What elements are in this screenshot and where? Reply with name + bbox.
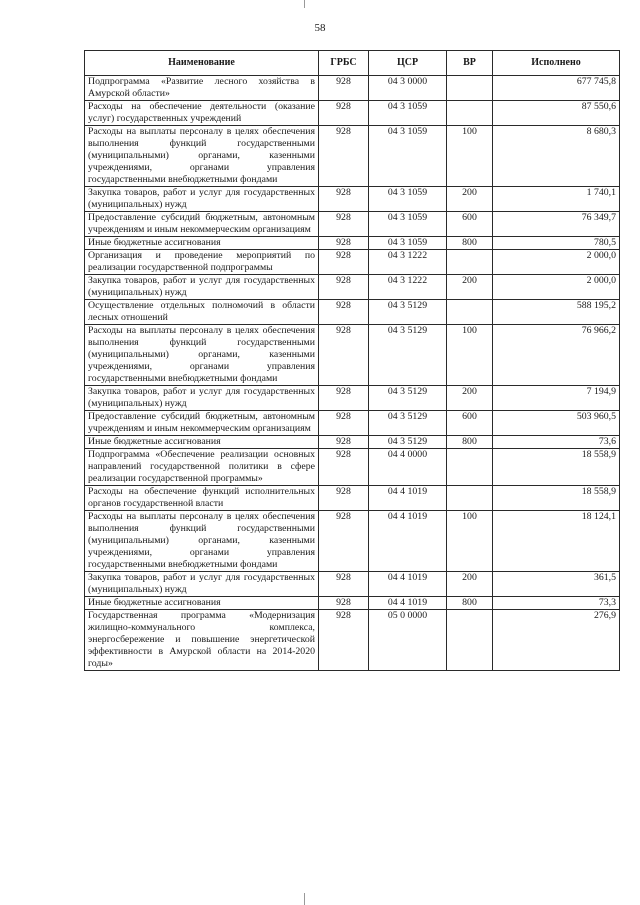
cell-done: 18 124,1 <box>493 511 620 572</box>
table-row <box>85 436 620 449</box>
cell-name: Расходы на выплаты персоналу в целях обеспечения выполнения функций государственными (муниципальными) органами, казенными учреждениями, органами управления государственными внебюджетными фондами <box>85 511 319 572</box>
cell-csr: 04 4 1019 <box>369 597 447 610</box>
cell-vr: 200 <box>447 572 493 597</box>
cell-vr: 800 <box>447 597 493 610</box>
cell-csr: 04 3 1059 <box>369 126 447 187</box>
cell-done: 18 558,9 <box>493 486 620 511</box>
page-number: 58 <box>314 22 326 34</box>
cell-csr: 04 3 1059 <box>369 237 447 250</box>
table-row <box>85 76 620 101</box>
cell-csr: 04 4 1019 <box>369 511 447 572</box>
cell-name: Осуществление отдельных полномочий в области лесных отношений <box>85 300 319 325</box>
cell-done: 276,9 <box>493 610 620 671</box>
cell-vr: 800 <box>447 436 493 449</box>
cell-vr <box>447 101 493 126</box>
cell-grbs: 928 <box>319 126 369 187</box>
table-header-row <box>85 51 620 76</box>
cell-done: 87 550,6 <box>493 101 620 126</box>
cell-name: Закупка товаров, работ и услуг для государственных (муниципальных) нужд <box>85 275 319 300</box>
cell-vr <box>447 76 493 101</box>
cell-vr: 100 <box>447 325 493 386</box>
cell-csr: 04 3 5129 <box>369 411 447 436</box>
scan-edge-mark-bottom <box>304 893 305 905</box>
cell-name: Подпрограмма «Обеспечение реализации основных направлений государственной политики в сфере реализации государственной программы» <box>85 449 319 486</box>
table-row <box>85 449 620 486</box>
cell-csr: 05 0 0000 <box>369 610 447 671</box>
cell-vr: 800 <box>447 237 493 250</box>
cell-done: 2 000,0 <box>493 275 620 300</box>
cell-grbs: 928 <box>319 486 369 511</box>
cell-vr <box>447 449 493 486</box>
cell-grbs: 928 <box>319 237 369 250</box>
budget-table <box>84 50 620 671</box>
cell-name: Иные бюджетные ассигнования <box>85 237 319 250</box>
cell-vr: 100 <box>447 126 493 187</box>
cell-grbs: 928 <box>319 101 369 126</box>
cell-done: 7 194,9 <box>493 386 620 411</box>
cell-csr: 04 3 1059 <box>369 101 447 126</box>
cell-grbs: 928 <box>319 597 369 610</box>
table-row <box>85 250 620 275</box>
cell-name: Расходы на обеспечение деятельности (оказание услуг) государственных учреждений <box>85 101 319 126</box>
cell-grbs: 928 <box>319 187 369 212</box>
table-row <box>85 610 620 671</box>
cell-grbs: 928 <box>319 212 369 237</box>
cell-grbs: 928 <box>319 511 369 572</box>
cell-csr: 04 3 1222 <box>369 250 447 275</box>
header-grbs: ГРБС <box>319 51 369 76</box>
cell-name: Расходы на выплаты персоналу в целях обеспечения выполнения функций государственными (муниципальными) органами, казенными учреждениями, органами управления государственными внебюджетными фондами <box>85 126 319 187</box>
cell-vr: 200 <box>447 275 493 300</box>
cell-done: 8 680,3 <box>493 126 620 187</box>
cell-name: Закупка товаров, работ и услуг для государственных (муниципальных) нужд <box>85 572 319 597</box>
cell-done: 1 740,1 <box>493 187 620 212</box>
cell-done: 73,3 <box>493 597 620 610</box>
cell-name: Государственная программа «Модернизация жилищно-коммунального комплекса, энергосбережение и повышение энергетической эффективности в Амурской области на 2014-2020 годы» <box>85 610 319 671</box>
table-row <box>85 237 620 250</box>
cell-done: 677 745,8 <box>493 76 620 101</box>
table-row <box>85 411 620 436</box>
table-row <box>85 597 620 610</box>
cell-csr: 04 3 5129 <box>369 325 447 386</box>
cell-csr: 04 3 0000 <box>369 76 447 101</box>
cell-grbs: 928 <box>319 76 369 101</box>
cell-done: 588 195,2 <box>493 300 620 325</box>
cell-done: 73,6 <box>493 436 620 449</box>
cell-done: 2 000,0 <box>493 250 620 275</box>
table-row <box>85 486 620 511</box>
cell-csr: 04 3 1059 <box>369 187 447 212</box>
cell-name: Расходы на выплаты персоналу в целях обеспечения выполнения функций государственными (муниципальными) органами, казенными учреждениями, органами управления государственными внебюджетными фондами <box>85 325 319 386</box>
cell-name: Иные бюджетные ассигнования <box>85 597 319 610</box>
cell-vr: 200 <box>447 386 493 411</box>
table-row <box>85 275 620 300</box>
cell-csr: 04 3 5129 <box>369 436 447 449</box>
cell-grbs: 928 <box>319 250 369 275</box>
header-vr: ВР <box>447 51 493 76</box>
cell-csr: 04 3 5129 <box>369 300 447 325</box>
table-row <box>85 300 620 325</box>
cell-grbs: 928 <box>319 325 369 386</box>
cell-name: Предоставление субсидий бюджетным, автономным учреждениям и иным некоммерческим организациям <box>85 411 319 436</box>
table-row <box>85 511 620 572</box>
cell-grbs: 928 <box>319 449 369 486</box>
cell-done: 361,5 <box>493 572 620 597</box>
cell-vr: 600 <box>447 212 493 237</box>
cell-vr: 600 <box>447 411 493 436</box>
cell-grbs: 928 <box>319 275 369 300</box>
cell-name: Иные бюджетные ассигнования <box>85 436 319 449</box>
cell-done: 18 558,9 <box>493 449 620 486</box>
cell-csr: 04 3 5129 <box>369 386 447 411</box>
cell-done: 780,5 <box>493 237 620 250</box>
cell-grbs: 928 <box>319 411 369 436</box>
cell-name: Организация и проведение мероприятий по реализации государственной подпрограммы <box>85 250 319 275</box>
cell-name: Подпрограмма «Развитие лесного хозяйства в Амурской области» <box>85 76 319 101</box>
cell-grbs: 928 <box>319 300 369 325</box>
cell-csr: 04 3 1059 <box>369 212 447 237</box>
cell-done: 76 349,7 <box>493 212 620 237</box>
cell-grbs: 928 <box>319 610 369 671</box>
cell-csr: 04 3 1222 <box>369 275 447 300</box>
table-row <box>85 126 620 187</box>
cell-vr: 200 <box>447 187 493 212</box>
cell-name: Закупка товаров, работ и услуг для государственных (муниципальных) нужд <box>85 187 319 212</box>
cell-vr <box>447 610 493 671</box>
cell-csr: 04 4 1019 <box>369 486 447 511</box>
cell-vr <box>447 300 493 325</box>
header-done: Исполнено <box>493 51 620 76</box>
cell-name: Закупка товаров, работ и услуг для государственных (муниципальных) нужд <box>85 386 319 411</box>
cell-name: Предоставление субсидий бюджетным, автономным учреждениям и иным некоммерческим организациям <box>85 212 319 237</box>
cell-csr: 04 4 1019 <box>369 572 447 597</box>
table-row <box>85 187 620 212</box>
table-row <box>85 212 620 237</box>
cell-grbs: 928 <box>319 436 369 449</box>
table-row <box>85 101 620 126</box>
cell-vr: 100 <box>447 511 493 572</box>
table-row <box>85 572 620 597</box>
cell-name: Расходы на обеспечение функций исполнительных органов государственной власти <box>85 486 319 511</box>
table-row <box>85 325 620 386</box>
cell-done: 76 966,2 <box>493 325 620 386</box>
cell-done: 503 960,5 <box>493 411 620 436</box>
scan-edge-mark-top <box>304 0 305 8</box>
cell-grbs: 928 <box>319 572 369 597</box>
cell-vr <box>447 486 493 511</box>
header-csr: ЦСР <box>369 51 447 76</box>
cell-vr <box>447 250 493 275</box>
header-name: Наименование <box>85 51 319 76</box>
table-row <box>85 386 620 411</box>
cell-grbs: 928 <box>319 386 369 411</box>
cell-csr: 04 4 0000 <box>369 449 447 486</box>
